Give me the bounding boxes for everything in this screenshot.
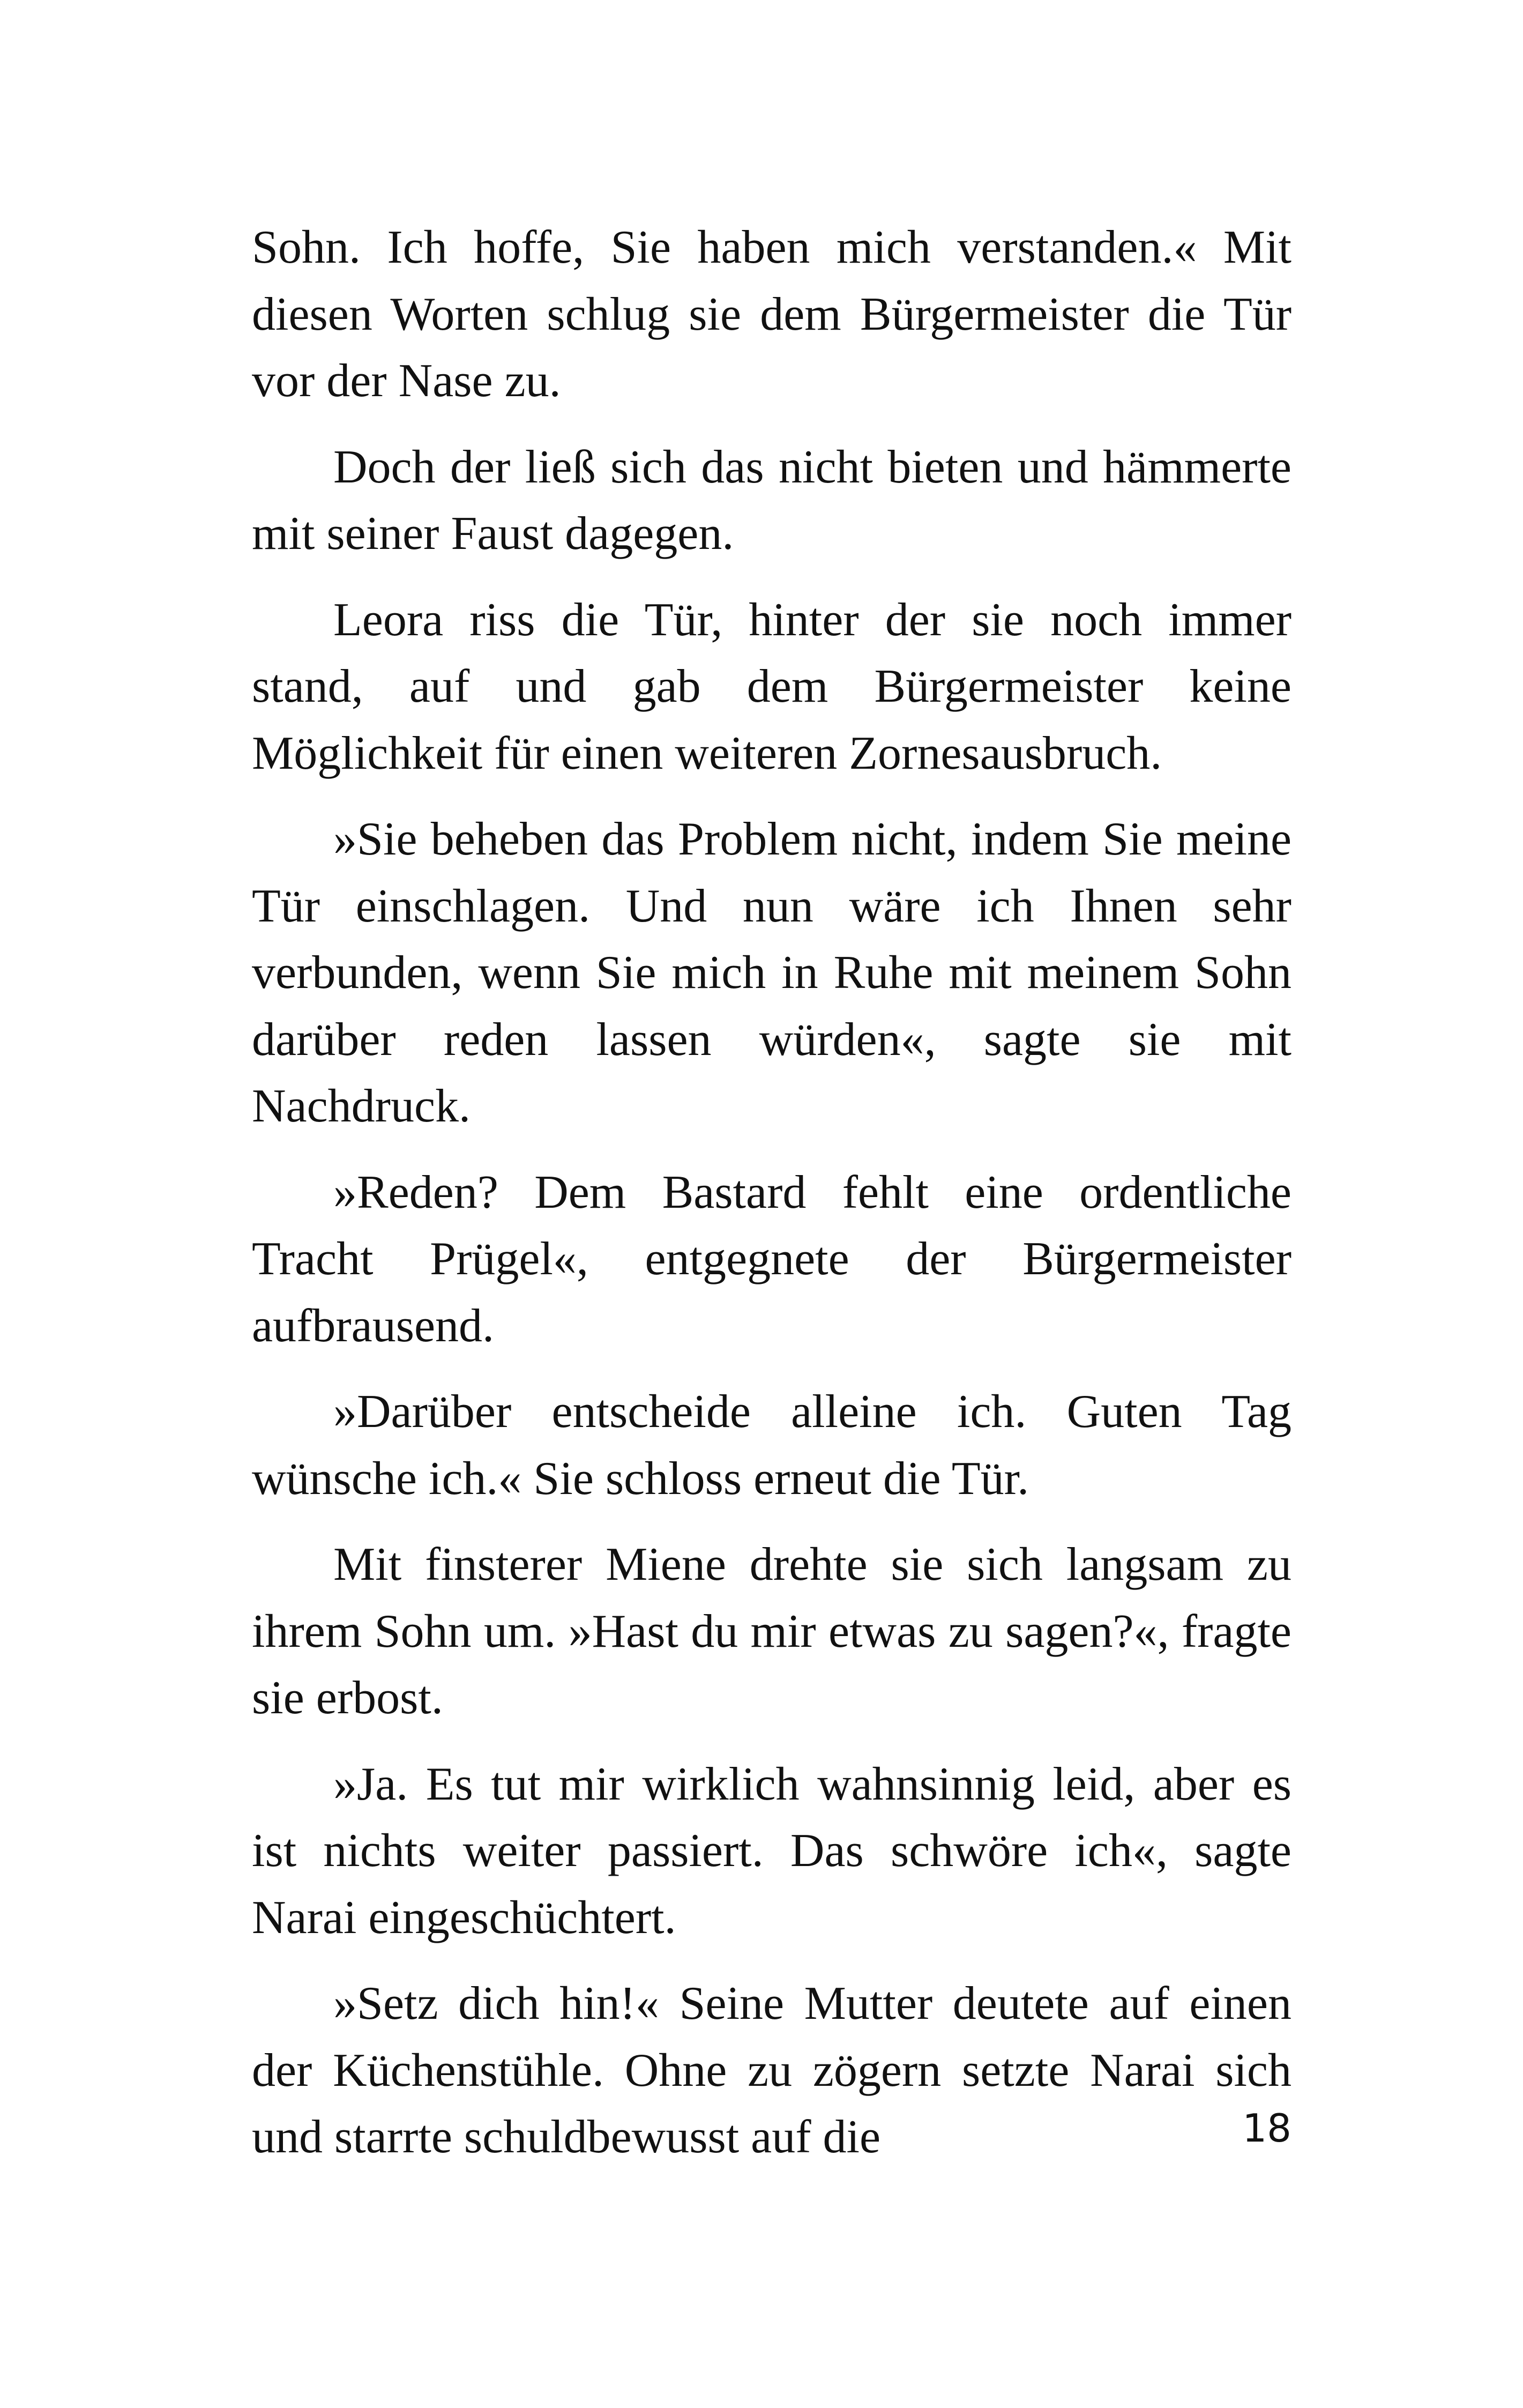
paragraph-continuation: Sohn. Ich hoffe, Sie haben mich verstanden.« Mit diesen Worten schlug sie dem Bürgermeister die Tür vor der Nase zu.	[252, 221, 1291, 407]
paragraph: »Reden? Dem Bastard fehlt eine ordentliche Tracht Prügel«, entgegnete der Bürgermeister aufbrausend.	[252, 1166, 1291, 1352]
paragraph: Doch der ließ sich das nicht bieten und hämmerte mit seiner Faust dagegen.	[252, 441, 1291, 560]
paragraph: Mit finsterer Miene drehte sie sich langsam zu ihrem Sohn um. »Hast du mir etwas zu sagen?«, fragte sie erbost.	[252, 1539, 1291, 1724]
paragraph: »Setz dich hin!« Seine Mutter deutete auf einen der Küchenstühle. Ohne zu zögern setzte Narai sich und starrte schuldbewusst auf die	[252, 1978, 1291, 2163]
page-body	[252, 214, 1291, 2190]
paragraph: »Ja. Es tut mir wirklich wahnsinnig leid, aber es ist nichts weiter passiert. Das schwöre ich«, sagte Narai eingeschüchtert.	[252, 1758, 1291, 1944]
paragraph: »Darüber entscheide alleine ich. Guten Tag wünsche ich.« Sie schloss erneut die Tür.	[252, 1386, 1291, 1505]
paragraph: »Sie beheben das Problem nicht, indem Sie meine Tür einschlagen. Und nun wäre ich Ihnen sehr verbunden, wenn Sie mich in Ruhe mit meinem Sohn darüber reden lassen würden«, sagte sie mit Nachdruck.	[252, 813, 1291, 1132]
paragraph: Leora riss die Tür, hinter der sie noch immer stand, auf und gab dem Bürgermeister keine Möglichkeit für einen weiteren Zornesausbruch.	[252, 593, 1291, 779]
page-number: 18	[1242, 2106, 1291, 2151]
